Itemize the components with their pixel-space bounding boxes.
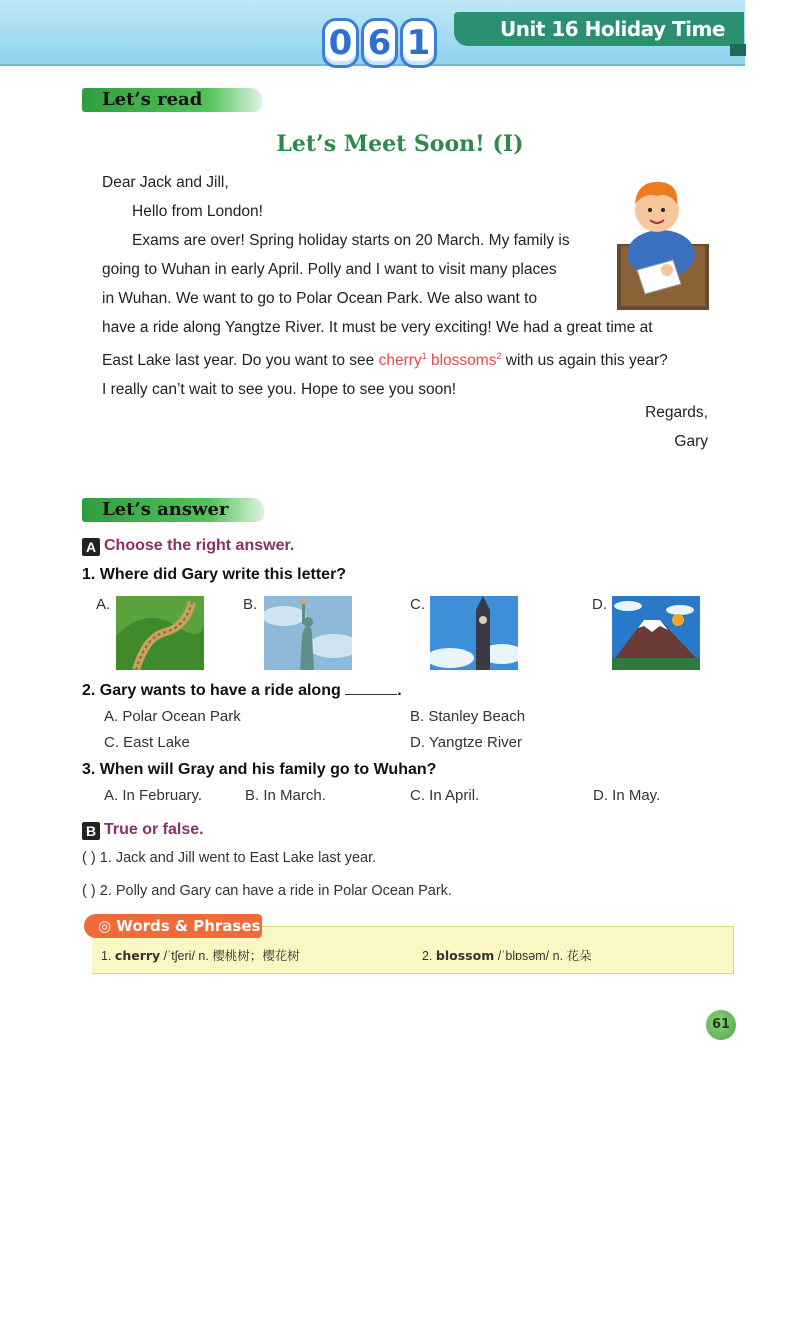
letter-text: East Lake last year. Do you want to see xyxy=(102,352,375,370)
entry-number: 2. xyxy=(422,949,433,963)
words-phrases-tab: ◎ Words & Phrases xyxy=(84,914,262,938)
vocab-entry-blossom xyxy=(422,946,592,964)
vocab-cherry xyxy=(379,352,502,369)
letter-greeting: Dear Jack and Jill, xyxy=(102,174,229,191)
option-label: C. xyxy=(410,596,425,613)
letter-line: I really can’t wait to see you. Hope to see you soon! xyxy=(102,381,457,399)
reading-title: Let’s Meet Soon! (I) xyxy=(276,131,524,157)
letter-signature: Gary xyxy=(674,433,708,450)
page-digit: 1 xyxy=(400,18,437,68)
vocab-word: blossoms xyxy=(430,352,497,370)
q2-option: C. East Lake xyxy=(104,734,190,751)
page-digit: 0 xyxy=(322,18,359,68)
option-label: A. xyxy=(96,596,111,613)
great-wall-picture xyxy=(116,596,204,670)
question-text: 2. Gary wants to have a ride along xyxy=(82,682,341,699)
section-b-heading xyxy=(82,821,204,840)
letter-signoff xyxy=(645,398,708,456)
question-3: 3. When will Gray and his family go to Wuhan? xyxy=(82,761,437,778)
footnote-marker: 2 xyxy=(496,351,502,361)
statue-of-liberty-picture xyxy=(264,596,352,670)
section-letter: B xyxy=(82,822,100,840)
mount-fuji-picture xyxy=(612,596,700,670)
option-label: D. xyxy=(592,596,607,613)
big-ben-picture xyxy=(430,596,518,670)
letter-line: have a ride along Yangtze River. It must be very exciting! We had a great time at xyxy=(102,319,653,336)
letter-text: with us again this year? xyxy=(505,352,668,370)
letter-line: going to Wuhan in early April. Polly and I want to visit many places xyxy=(102,261,557,278)
vocab-word: cherry xyxy=(378,352,422,370)
footnote-marker: 1 xyxy=(421,351,427,361)
entry-definition: /ˈtʃeri/ n. 樱桃树；樱花树 xyxy=(163,949,300,963)
entry-word: cherry xyxy=(114,948,161,963)
letter-hello: Hello from London! xyxy=(132,203,263,220)
question-1: 1. Where did Gary write this letter? xyxy=(82,566,347,583)
true-false-item[interactable]: ( ) 2. Polly and Gary can have a ride in Polar Ocean Park. xyxy=(82,883,452,899)
option-label: B. xyxy=(243,596,258,613)
q3-option: C. In April. xyxy=(410,787,480,804)
entry-number: 1. xyxy=(101,949,112,963)
q2-option: A. Polar Ocean Park xyxy=(104,708,241,725)
section-a-heading xyxy=(82,537,294,556)
entry-definition: /ˈblɒsəm/ n. 花朵 xyxy=(497,949,592,963)
entry-word: blossom xyxy=(435,948,495,963)
vocab-entry-cherry xyxy=(101,946,300,964)
boy-writing-illustration xyxy=(617,174,709,310)
q3-option: A. In February. xyxy=(104,787,203,804)
letter-closing: Regards, xyxy=(645,404,708,421)
lets-answer-label: Let’s answer xyxy=(82,498,264,522)
question-2 xyxy=(82,682,402,700)
letter-line: in Wuhan. We want to go to Polar Ocean Park. We also want to xyxy=(102,290,538,307)
question-end: . xyxy=(397,682,402,699)
q2-option: D. Yangtze River xyxy=(410,734,522,751)
letter-line: Exams are over! Spring holiday starts on 20 March. My family is xyxy=(132,232,570,249)
lets-read-label: Let’s read xyxy=(82,88,262,112)
section-title: Choose the right answer. xyxy=(104,537,295,554)
section-letter: A xyxy=(82,538,100,556)
section-title: True or false. xyxy=(104,821,204,838)
q2-option: B. Stanley Beach xyxy=(410,708,526,725)
unit-title: Unit 16 Holiday Time xyxy=(454,12,744,46)
q3-option: D. In May. xyxy=(593,787,661,804)
letter-line xyxy=(102,342,712,375)
answer-blank[interactable] xyxy=(345,694,397,695)
q3-option: B. In March. xyxy=(245,787,326,804)
page-number: 61 xyxy=(706,1010,736,1040)
page-digit: 6 xyxy=(361,18,398,68)
true-false-item[interactable]: ( ) 1. Jack and Jill went to East Lake last year. xyxy=(82,850,377,866)
page-number-badge xyxy=(322,18,437,68)
